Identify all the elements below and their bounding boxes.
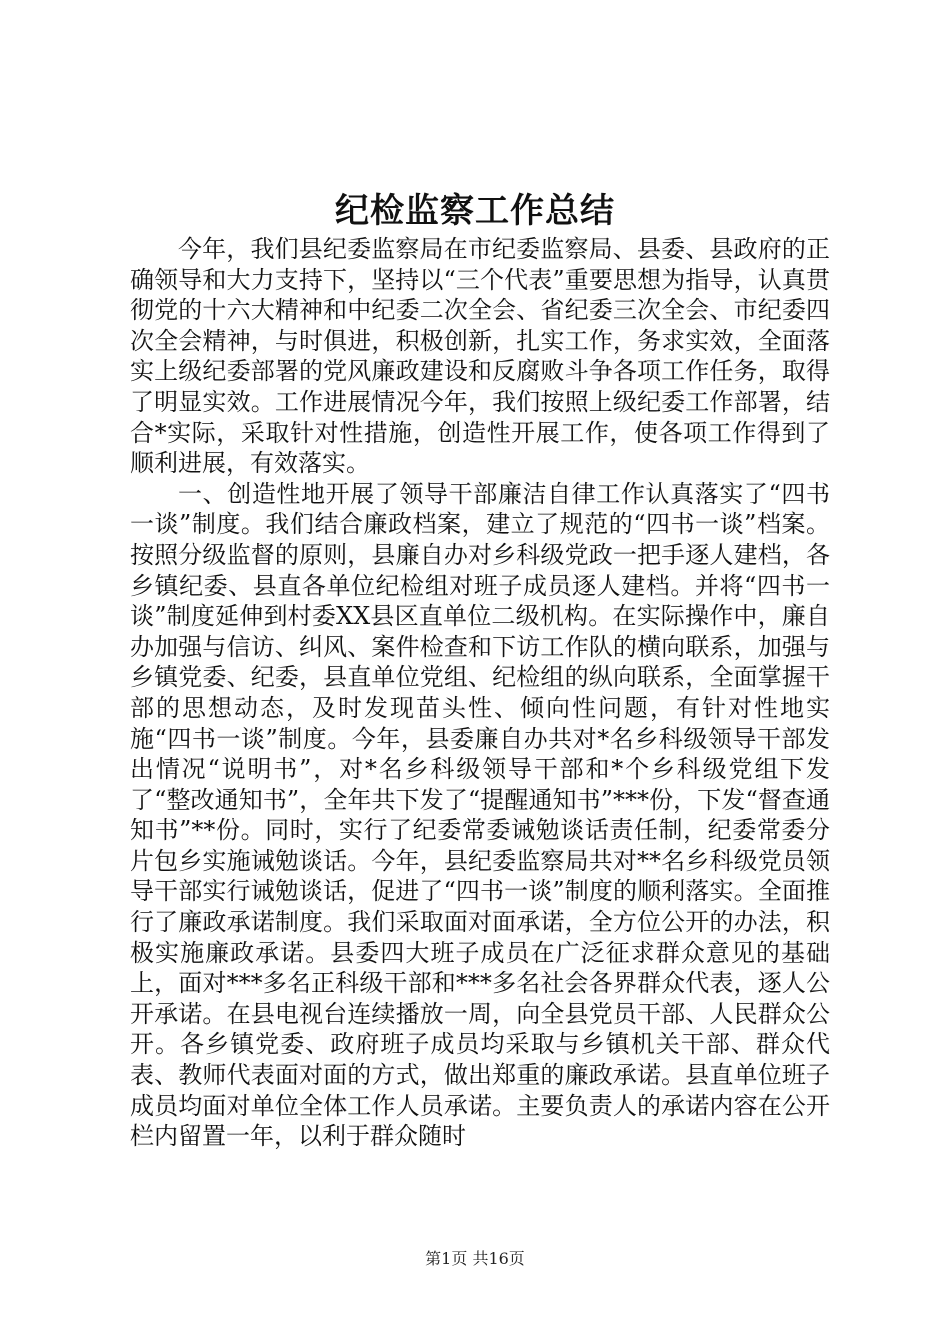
document-body (130, 234, 830, 1152)
body-paragraph-section-1: 一、创造性地开展了领导干部廉洁自律工作认真落实了“四书一谈”制度。我们结合廉政档案，建立了规范的“四书一谈”档案。按照分级监督的原则，县廉自办对乡科级党政一把手逐人建档，各乡镇纪委、县直各单位纪检组对班子成员逐人建档。并将“四书一谈”制度延伸到村委XX县区直单位二级机构。在实际操作中，廉自办加强与信访、纠风、案件检查和下访工作队的横向联系，加强与乡镇党委、纪委，县直单位党组、纪检组的纵向联系，全面掌握干部的思想动态，及时发现苗头性、倾向性问题，有针对性地实施“四书一谈”制度。今年，县委廉自办共对*名乡科级领导干部发出情况“说明书”，对*名乡科级领导干部和*个乡科级党组下发了“整改通知书”，全年共下发了“提醒通知书”***份，下发“督查通知书”**份。同时，实行了纪委常委诫勉谈话责任制，纪委常委分片包乡实施诫勉谈话。今年，县纪委监察局共对**名乡科级党员领导干部实行诫勉谈话，促进了“四书一谈”制度的顺利落实。全面推行了廉政承诺制度。我们采取面对面承诺，全方位公开的办法，积极实施廉政承诺。县委四大班子成员在广泛征求群众意见的基础上，面对***多名正科级干部和***多名社会各界群众代表，逐人公开承诺。在县电视台连续播放一周，向全县党员干部、人民群众公开。各乡镇党委、政府班子成员均采取与乡镇机关干部、群众代表、教师代表面对面的方式，做出郑重的廉政承诺。县直单位班子成员均面对单位全体工作人员承诺。主要负责人的承诺内容在公开栏内留置一年，以利于群众随时 (130, 479, 830, 1151)
page-number-footer: 第1页 共16页 (425, 1249, 525, 1268)
document-title: 纪检监察工作总结 (335, 191, 615, 231)
body-paragraph-intro: 今年，我们县纪委监察局在市纪委监察局、县委、县政府的正确领导和大力支持下，坚持以“三个代表”重要思想为指导，认真贯彻党的十六大精神和中纪委二次全会、省纪委三次全会、市纪委四次全会精神，与时俱进，积极创新，扎实工作，务求实效，全面落实上级纪委部署的党风廉政建设和反腐败斗争各项工作任务，取得了明显实效。工作进展情况今年，我们按照上级纪委工作部署，结合*实际，采取针对性措施，创造性开展工作，使各项工作得到了顺利进展，有效落实。 (130, 235, 830, 478)
